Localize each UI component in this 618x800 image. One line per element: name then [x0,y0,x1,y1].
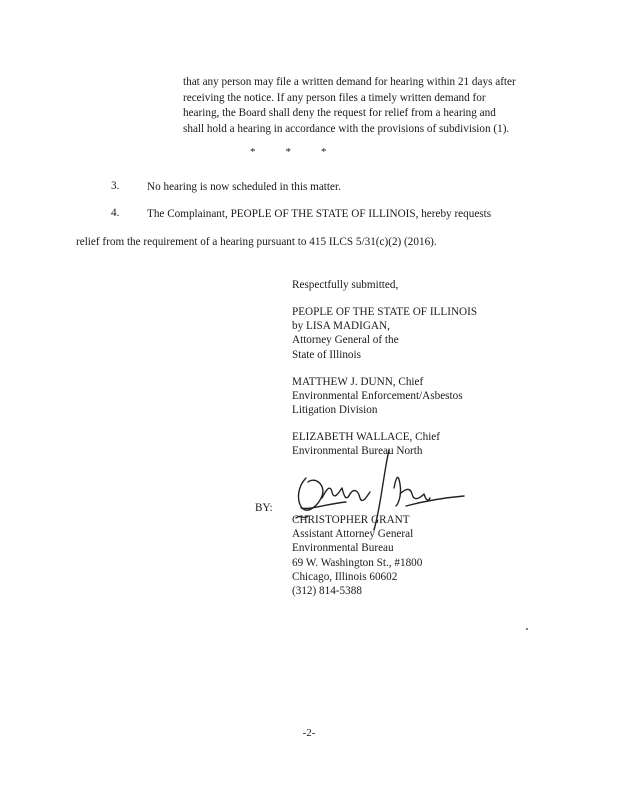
bureau-chief-line: Environmental Bureau North [292,445,423,458]
ellipsis-asterisks [250,146,370,158]
asterisk: * [250,146,256,158]
chief-line: Litigation Division [292,404,378,417]
party-line: PEOPLE OF THE STATE OF ILLINOIS [292,306,478,318]
party-line: Attorney General of the [292,334,399,347]
signer-block [292,513,422,598]
quote-line: hearing, the Board shall deny the request for relief from a hearing and [183,107,496,120]
scan-speck [526,628,528,630]
paragraph-3-number: 3. [111,180,120,192]
quoted-statute-text [183,75,563,137]
respectfully-submitted: Respectfully submitted, [292,279,399,291]
party-block [292,305,477,362]
signer-city: Chicago, Illinois 60602 [292,570,398,583]
by-label: BY: [255,502,273,514]
signer-title: Assistant Attorney General [292,528,414,541]
quote-line: that any person may file a written demand for hearing within 21 days after [183,76,516,88]
chief-line: MATTHEW J. DUNN, Chief [292,376,424,388]
quote-line: receiving the notice. If any person files a timely written demand for [183,91,486,104]
signer-bureau: Environmental Bureau [292,542,394,555]
party-line: State of Illinois [292,348,361,361]
paragraph-3-text: No hearing is now scheduled in this matter. [147,181,341,193]
asterisk: * [321,146,327,158]
party-line: by LISA MADIGAN, [292,320,390,333]
quote-line: shall hold a hearing in accordance with the provisions of subdivision (1). [183,122,510,135]
signer-address: 69 W. Washington St., #1800 [292,556,423,569]
asterisk: * [285,146,291,158]
paragraph-4-number: 4. [111,207,120,219]
signer-phone: (312) 814-5388 [292,585,362,598]
signer-name: CHRISTOPHER GRANT [292,514,410,526]
paragraph-4-line-1: The Complainant, PEOPLE OF THE STATE OF ILLINOIS, hereby requests [147,208,492,220]
bureau-chief-line: ELIZABETH WALLACE, Chief [292,431,440,443]
page-number: -2- [302,727,316,739]
paragraph-4-line-2: relief from the requirement of a hearing pursuant to 415 ILCS 5/31(c)(2) (2016). [76,236,437,248]
chief-line: Environmental Enforcement/Asbestos [292,390,463,403]
chief-block [292,375,463,418]
